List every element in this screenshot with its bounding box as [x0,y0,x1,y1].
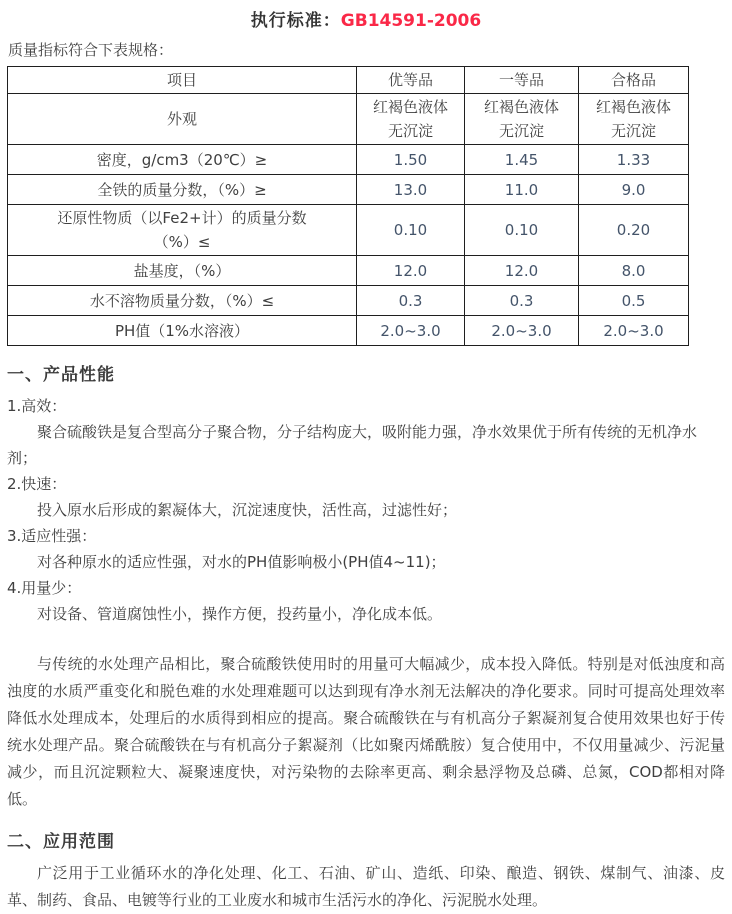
spec-row [8,175,689,205]
spec-value-cell: 2.0~3.0 [579,316,689,346]
performance-item-label: 2.快速： [7,475,67,493]
spec-value-cell: 0.5 [579,286,689,316]
spec-row [8,256,689,286]
performance-item-label: 4.用量少： [7,579,82,597]
spec-value-cell: 2.0~3.0 [357,316,465,346]
section-heading-application: 二、应用范围 [7,832,115,852]
spec-row [8,145,689,175]
section-heading-performance: 一、产品性能 [7,365,115,385]
spec-value-cell: 1.45 [465,145,579,175]
spec-value-cell: 11.0 [465,175,579,205]
performance-item-label: 1.高效： [7,397,67,415]
spec-row [8,286,689,316]
spec-header-row [8,67,689,94]
spec-col-header: 项目 [8,67,357,94]
table-intro: 质量指标符合下表规格： [8,41,174,59]
spec-item-cell: 密度，g/cm3（20℃）≥ [8,145,357,175]
spec-col-header: 合格品 [579,67,689,94]
spec-col-header: 一等品 [465,67,579,94]
performance-item-text: 聚合硫酸铁是复合型高分子聚合物，分子结构庞大，吸附能力强，净水效果优于所有传统的无机净水剂； [7,423,698,467]
spec-value-cell: 红褐色液体 无沉淀 [579,94,689,145]
page-title [7,6,725,31]
spec-row [8,316,689,346]
spec-value-cell: 13.0 [357,175,465,205]
spec-row [8,205,689,256]
spec-value-cell: 2.0~3.0 [465,316,579,346]
spec-col-header: 优等品 [357,67,465,94]
spec-row [8,94,689,145]
spec-value-cell: 0.3 [357,286,465,316]
spec-item-cell: 还原性物质（以Fe2+计）的质量分数 （%）≤ [8,205,357,256]
spec-value-cell: 12.0 [465,256,579,286]
spec-value-cell: 8.0 [579,256,689,286]
spec-value-cell: 1.33 [579,145,689,175]
spec-value-cell: 9.0 [579,175,689,205]
spec-value-cell: 红褐色液体 无沉淀 [465,94,579,145]
application-text: 广泛用于工业循环水的净化处理、化工、石油、矿山、造纸、印染、酿造、钢铁、煤制气、油漆、皮革、制药、食品、电镀等行业的工业废水和城市生活污水的净化、污泥脱水处理。 [7,864,725,909]
standard-code: GB14591-2006 [340,11,482,31]
spec-item-cell: 外观 [8,94,357,145]
spec-value-cell: 0.10 [357,205,465,256]
spec-value-cell: 0.3 [465,286,579,316]
spec-value-cell: 0.20 [579,205,689,256]
spec-value-cell: 1.50 [357,145,465,175]
spec-item-cell: 全铁的质量分数，（%）≥ [8,175,357,205]
performance-item-label: 3.适应性强： [7,527,97,545]
spec-item-cell: PH值（1%水溶液） [8,316,357,346]
performance-items [7,393,725,627]
spec-item-cell: 水不溶物质量分数，（%）≤ [8,286,357,316]
performance-item-text: 对各种原水的适应性强，对水的PH值影响极小(PH值4~11)； [37,553,446,571]
spec-value-cell: 0.10 [465,205,579,256]
title-prefix: 执行标准： [250,11,341,31]
spec-value-cell: 12.0 [357,256,465,286]
quality-spec-table [7,66,689,346]
spec-value-cell: 红褐色液体 无沉淀 [357,94,465,145]
performance-item-text: 对设备、管道腐蚀性小，操作方便，投药量小，净化成本低。 [37,605,443,623]
spec-item-cell: 盐基度，（%） [8,256,357,286]
performance-summary: 与传统的水处理产品相比，聚合硫酸铁使用时的用量可大幅减少，成本投入降低。特别是对低浊度和高浊度的水质严重变化和脱色难的水处理难题可以达到现有净水剂无法解决的净化要求。同时可提高处理效率降低水处理成本，处理后的水质得到相应的提高。聚合硫酸铁在与有机高分子絮凝剂复合使用效果也好于传统水处理产品。聚合硫酸铁在与有机高分子絮凝剂（比如聚丙烯酰胺）复合使用中，不仅用量减少、污泥量减少，而且沉淀颗粒大、凝聚速度快，对污染物的去除率更高、剩余悬浮物及总磷、总氮，COD都相对降低。 [7,655,725,808]
performance-item-text: 投入原水后形成的絮凝体大，沉淀速度快，活性高，过滤性好； [37,501,458,519]
